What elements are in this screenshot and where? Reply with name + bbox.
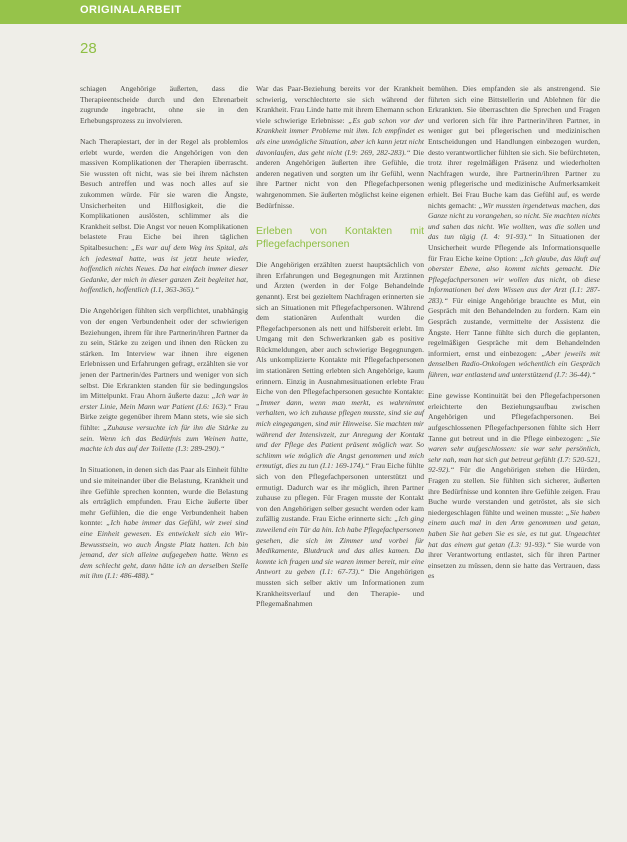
quote: „Es gab schon vor der Krankheit immer Probleme mit ihm. Ich empfindet es als eine unmögliche Situation, aber ich kann jetzt nicht davonlaufen, das geht nicht (I.9: 269, 282-283).“ [256,115,424,157]
page-number: 28 [80,40,97,57]
quote: „Es war auf dem Weg ins Spital, als ich jedesmal hatte, was ist jetzt heute wieder, hoffentlich nichts Neues. Da hat einfach immer dieser Gedanke, der mich in dieser ganzen Zeit begleitet hat, hoffentlich, hoffentlich (I.1, 363-365).“ [80,242,248,295]
quote: „Sie waren sehr aufgeschlossen: sie war sehr persönlich, sehr nah, man hat sich gut betreut gefühlt (I.7: 520-521, 92-92).“ [428,433,600,475]
paragraph [80,306,248,454]
quote: „Ich war in erster Linie, Mein Mann war Patient (I.6: 163).“ [80,391,248,411]
section-heading: Erleben von Kontakten mit Pflegefachpersonen [256,225,424,250]
paragraph [428,84,600,381]
paragraph-text: Die Angehörigen mussten sich selber aktiv um Informationen zum Krankheitsverlauf und den Therapie- und Pflegemaßnahmen [256,567,424,609]
paragraph-text: bemühen. Dies empfanden sie als anstrengend. Sie führten sich eine Bittstellerin und Ablehnen für die Erkrankten. Sie überraschten die Sprechen und Fragen und verloren sich für ihre Partnerin/ihren Partner, in weniger gut bei pflegerischen und medizinischen Entscheidungen und Handlungen einbezogen wurden, desto verantwortlicher fühlten sie sich. Sie befürchteten, trotz ihrer regelmäßigen Präsenz und wiederholten Nachfragen wurde, ihre Partnerin/ihren Partner zu wenig pflegerische und medizinische Aufmerksamkeit erhielt. Bei Frau Buche kam das Gefühl auf, es werde nichts gemacht: [428,84,600,210]
text-column-2 [256,84,424,620]
paragraph [428,391,600,582]
paragraph-text: Für die Angehörigen stehen die Hürden, Fragen zu stellen. Sie fühlten sich sicherer, äußerten ihre Bedürfnisse und konnten ihre Gefühle zeigen. Frau Buche wurde verstanden und getröstet, als sie sich niedergeschlagen fühlte und weinen musste: [428,465,600,517]
quote: „Immer dann, wenn man merkt, es wahrnimmt verhalten, wo ich zuhause pflegen musste, sind sie auf mich eingegangen, sind mir Hinweise. Sie machten mir während der Intensivzeit, zur Anregung der Kontakt und der Pflege des Patient präsent möglich war. So schlimm wie möglich die Angst genommen und mich ermutigt, dies zu tun (I.1: 169-174).“ [256,397,424,471]
paragraph [256,84,424,211]
quote: „Sie haben einem auch mal in den Arm genommen und getan, haben Sie hat geben Sie es sie, es tut gut. Ungeachtet hat das einem gut getan (I.3: 91-93).“ [428,507,600,549]
paragraph: schiagen Angehörige äußerten, dass die Therapieentscheide durch und den Ehrenarbeit zugrunde ingebracht, ohne sie in den Erhebungsprozess zu involvieren. [80,84,248,125]
paragraph-text: Eine gewisse Kontinuität bei den Pflegefachpersonen erleichterte den Beziehungsaufbau zwischen Angehörigen und Pflegefachpersonen. Bei aufgeschlossenen Pflegefachpersonen fühlte sich Herr Tanne gut betreut und in die Pflege einbezogen: [428,391,600,443]
paragraph [80,465,248,582]
paragraph-text: Die Angehörigen erzählten zuerst hauptsächlich von ihren Erfahrungen und Begegnungen mit Ärztinnen und Ärzten (werden in der Folge Behandelnde genannt). Erst bei gezieltem Nachfragen erinnerten sie sich an Situationen mit Pflegefachpersonen. Während dem stationären Aufenthalt wurden die Pflegefachpersonen als nett und hilfsbereit erlebt. Im Umgang mit den Schwerkranken gab es positive Rückmeldungen, aber auch schwierige Begegnungen. Als unkomplizierte Kontakte mit Pflegefachpersonen im stationären Setting erlebten sich Angehörige, kaum erinnern. Einzig in Ausnahmesituationen erlebte Frau Eiche von den Pflegefachpersonen gesuchte Kontakte: [256,260,424,397]
quote: „Ich ging zuweilend ein Tür da hin. Ich habe Pflegefachpersonen gesehen, die sich im Zimmer und vorbei für Medikamente, Blutdruck und das alles kamen. Da konnte ich fragen und sie waren immer bereit, mir eine Antwort zu geben (I.1: 67-73).“ [256,514,424,577]
paragraph-text: Die Angehörigen fühlten sich verpflichtet, unabhängig von der engen Verbundenheit oder der schwierigen Beziehungen, ihrem für ihre Partnerin/ihren Partner da zu sein, Stärke zu zeigen und ihnen den Rücken zu stärken. Im Interview war ihnen ihre eigenen Erlebnissen und Erfahrungen gefragt, erzählten sie vor jenen der Partnerin/des Partners und weniger von sich selbst. Die Erkrankten standen für sie bedingungslos im Mittelpunkt. Frau Ahorn äußerte dazu: [80,306,248,401]
text-column-1 [80,84,248,593]
paragraph-text: Frau Eiche fühlte sich von den Pflegefachpersonen unterstützt und ermutigt. Dadurch war es ihr möglich, ihren Partner zuhause zu pflegen. Für Fragen musste der Kontakt von den Angehörigen selber gesucht werden oder kam zufällig zustande. Frau Eiche erinnerte sich: [256,461,424,524]
paragraph-text: In Situationen, in denen sich das Paar als Einheit fühlte und sie miteinander über die Belastung, Krankheit und ihre Gefühle sprechen konnten, wurde die Belastung als erträglich empfunden. Frau Eiche äußerte über mehr Gefühlen, die die enge Verbundenheit haben konnte: [80,465,248,528]
paragraph-text: Für einige Angehörige brauchte es Mut, ein Gespräch mit den Behandelnden zu fordern. Kam ein Gespräch zustande, vermittelte der Assistenz die Ängste. Herr Tanne fühlte sich durch die geplanten, regelmäßigen Gespräche mit dem Behandelnden informiert, ernst und einbezogen: [428,295,600,358]
paragraph [80,137,248,296]
section-label: ORIGINALARBEIT [80,4,182,16]
paragraph-text: Sie wurde von ihrer Verantwortung entlastet, sich für ihren Partner einsetzen zu müssen, denn sie hatte das Vertrauen, dass es [428,539,600,581]
quote: „Ich glaube, das läuft auf oberster Ebene, also kommt nichts gemacht. Die Pflegefachpersonen wir wollen das nicht, ob diese Informationen bei dem Wissen aus der Arzt (I.1: 287-283).“ [428,253,600,305]
paragraph-text: In Situationen der Unsicherheit wurde Pflegende als Informationsquelle für Frau Eiche keine Option: [428,232,600,263]
quote: „Zuhause versuchte ich für ihn die Stärke zu sein. Wenn ich das Bedürfnis zum Weinen hatte, machte ich das auf der Toilette (I.3: 289-290).“ [80,423,248,454]
quote: „Ich habe immer das Gefühl, wir zwei sind eine Einheit gewesen. Es entwickelt sich ein Wir-Bewusstsein, wo auch Ängste Platz hatten. Ich bin jemand, der sich alleine aufgegeben hatte. Wenn es dem schlecht geht, dann hätte ich an derselben Stelle mit ihm (I.1: 486-488).“ [80,518,248,581]
paragraph-text: War das Paar-Beziehung bereits vor der Krankheit schwierig, verschlechterte sie sich während der Krankheit. Frau Linde hatte mit ihrem Ehemann schon viele schwierige Erlebnisse: [256,84,424,125]
paragraph-text: Frau Birke zeigte gegenüber ihrem Mann stets, wie sie sich fühlte: [80,401,248,432]
quote: „Wir mussten irgendetwas machen, das Ganze nicht zu vorangehen, so nicht. Sie machten nichts und sahen das nicht. Wie wollten, was die sollen und das tun tägig (I. 4: 91-93).“ [428,200,600,242]
paragraph-text: Nach Therapiestart, der in der Regel als problemlos erlebt wurde, werden die Angehörigen von den massiven Komplikationen der Therapien überrascht. Sie wussten oft nicht, was sie bei ihrem nächsten Besuch antreffen und was noch alles auf sie zukommen würde. Für sie waren die Ängste, Unsicherheiten und Hilflosigkeit, die die Komplikationen auslösten, schlimmer als die Krankheit selbst. Die Angst vor neuen Komplikationen belastete Frau Eiche bei ihren täglichen Spitalbesuchen: [80,136,248,252]
quote: „Aber jeweils mit denselben Radio-Onkologen wöchentlich ein Gespräch führen, war entlastend und unterstützend (I.7: 36-44).“ [428,348,601,380]
paragraph-text: Die anderen Angehörigen äußerten ihre Gefühle, die anderen negativen und sorgten um ihr Gefühl, wenn ihre Partner nicht von den Pflegefachpersonen wahrgenommen. Sie äußerten möglichst keine eigenen Bedürfnisse. [256,147,424,210]
paragraph [256,260,424,610]
header-bar [0,0,627,24]
text-column-3 [428,84,600,593]
